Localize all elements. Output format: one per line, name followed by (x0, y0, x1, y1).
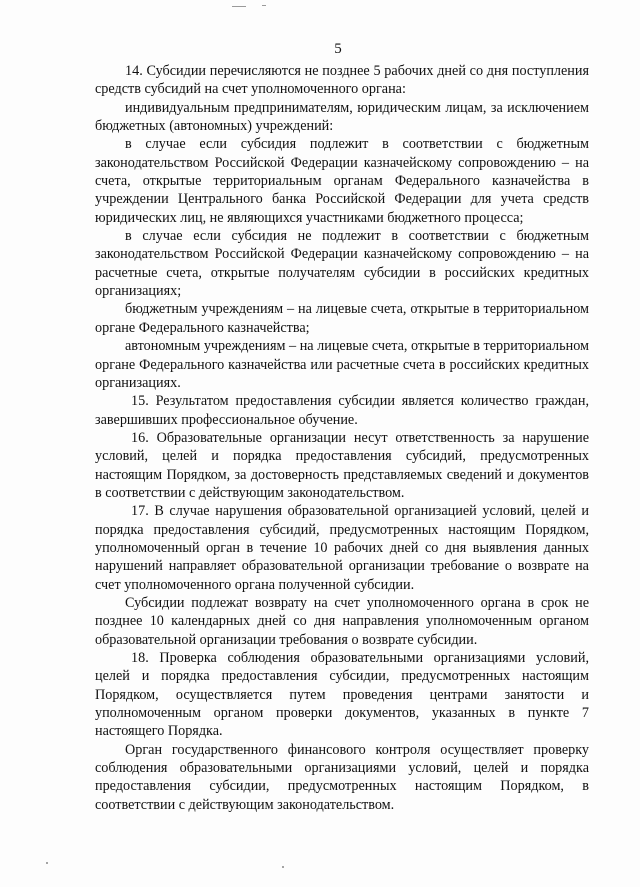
paragraph-15: 15. Результатом предоставления субсидии является количество граждан, завершивших профессиональное обучение. (95, 393, 589, 428)
paragraph-17: 17. В случае нарушения образовательной организацией условий, целей и порядка предоставления субсидий, предусмотренных настоящим Порядком, уполномоченный орган в течение 10 рабочих дней со дня выявления данных нарушений направляет образовательной организации требование о возврате на счет уполномоченного органа полученной субсидии. (95, 503, 589, 593)
scan-artifact (262, 5, 266, 6)
paragraph-18-financial-control: Орган государственного финансового контроля осуществляет проверку соблюдения образовательными организациями условий, целей и порядка предоставления субсидии, предусмотренных настоящим Порядком, в соответствии с действующим законодательством. (95, 741, 589, 813)
scan-artifact (232, 6, 246, 7)
document-body (95, 62, 589, 814)
paragraph-18: 18. Проверка соблюдения образовательными организациями условий, целей и порядка предоставления субсидии, предусмотренных настоящим Порядком, осуществляется путем проведения центрами занятости и уполномоченным органом проверки документов, указанных в пункте 7 настоящего Порядка. (95, 650, 589, 740)
paragraph-14-individuals: индивидуальным предпринимателям, юридическим лицам, за исключением бюджетных (автономных) учреждений: (95, 99, 589, 135)
scan-artifact (282, 866, 284, 868)
paragraph-16: 16. Образовательные организации несут ответственность за нарушение условий, целей и порядка предоставления субсидий, предусмотренных настоящим Порядком, за достоверность представляемых сведений и документов в соответствии с действующим законодательством. (95, 429, 589, 501)
page-number: 5 (334, 41, 342, 57)
paragraph-14-budget-institutions: бюджетным учреждениям – на лицевые счета, открытые в территориальном органе Федерального казначейства; (95, 301, 589, 336)
paragraph-14: 14. Субсидии перечисляются не позднее 5 рабочих дней со дня поступления средств субсидий на счет уполномоченного органа: (95, 63, 589, 98)
paragraph-14-autonomous-institutions: автономным учреждениям – на лицевые счета, открытые в территориальном органе Федерального казначейства или расчетные счета в российских кредитных организациях. (95, 338, 589, 391)
paragraph-17-return: Субсидии подлежат возврату на счет уполномоченного органа в срок не позднее 10 календарных дней со дня направления уполномоченным органом образовательной организации требования о возврате субсидии. (95, 594, 589, 648)
scan-artifact (46, 862, 48, 864)
paragraph-14-no-treasury-support: в случае если субсидия не подлежит в соответствии с бюджетным законодательством Российской Федерации казначейскому сопровождению – на расчетные счета, открытые получателям субсидии в российских кредитных организациях; (95, 228, 589, 300)
paragraph-14-treasury-support: в случае если субсидия подлежит в соответствии с бюджетным законодательством Российской Федерации казначейскому сопровождению – на счета, открытые территориальным органам Федерального казначейства в учреждении Центрального банка Российской Федерации для учета средств юридических лиц, не являющихся участниками бюджетного процесса; (95, 136, 589, 226)
